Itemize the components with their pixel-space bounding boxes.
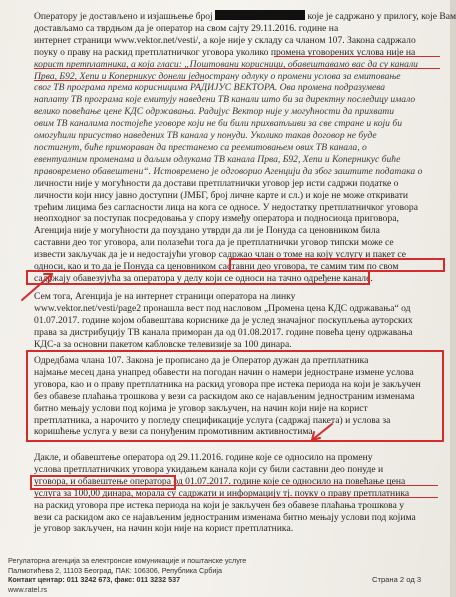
redacted-number — [215, 10, 305, 20]
para1-line: свог ТВ програма према корисницима РАДИЈУС ВЕКТОРА. Ова промена подразумева — [34, 82, 386, 94]
para1-line: постигнут, биће примораван да престанемо са реемитовањем ових ТВ канала, о — [34, 141, 367, 153]
annotation-box-price — [30, 475, 176, 490]
para2-line: права за дистрибуцију ТВ канала приморан да од 01.08.2017. године повећа цену одржавања — [34, 326, 413, 338]
annotation-underline-3 — [34, 80, 204, 81]
para4-line: Дакле, и обавештење оператора од 29.11.2016. године које се односило на промену — [34, 452, 373, 463]
para1-line: Прва, Б92, Хепи и Коперникус донели једнострану одлуку о промени услова за емитовање — [34, 70, 401, 82]
para1-line: велико повећање цене КДС одржавања. Радијус Вектор није у могућности да прихвати — [34, 106, 394, 118]
footer-line-contact: Контакт центар: 011 3242 673, факс: 011 3232 537 — [8, 575, 181, 585]
paragraph-conclusion — [34, 452, 436, 535]
para1-line: правовремено обавештени“. Истовремено је одговорио Агенцији да због заштите података о — [34, 165, 423, 177]
para4-line: вези са раскидом ако се најављеним једностраним изменама битно мењају услови под којима — [34, 511, 416, 523]
para1-line: интернет страници www.vektor.net/vesti/, а које није у складу са чланом 107. Закона садржало — [34, 34, 416, 46]
paragraph-price-change-2017 — [34, 291, 436, 351]
annotation-underline-5 — [34, 497, 438, 498]
footer-line-website: www.ratel.rs — [8, 584, 48, 594]
para1-line: неопходног за поступак посредовања у спору између оператора и подносиоца приговора, — [34, 213, 399, 225]
para2-line: Сем тога, Агенција је на интернет страници оператора на линку — [34, 291, 296, 302]
footer-line-address: Палмотићева 2, 11103 Београд, ПАК: 106306, Република Србија — [8, 565, 222, 575]
para1-line: достављамо са тврдњом да је оператор на свом сајту 29.11.2016. године на — [34, 22, 339, 34]
footer-contact — [8, 556, 308, 594]
para1-line: омогућили присуство наведених ТВ канала у понуди. Уколико такав договор не буде — [34, 130, 377, 142]
annotation-underline-1 — [274, 56, 440, 57]
para1-line: наплату ТВ програма које емитују наведени ТВ канали што би за директну последицу имало — [34, 94, 416, 106]
annotation-underline-2 — [34, 68, 440, 69]
para1-line: евентуалним променама и даљим одлукама ТВ канала Прва, Б92, Хепи и Коперникус биће — [34, 153, 401, 165]
para1-line: личности који нису јавно доступни (ЈМБГ, број личне карте и сл.) и које не може откривати — [34, 189, 409, 201]
footer-line-agency: Регулаторна агенција за електронске комуникације и поштанске услуге — [8, 556, 247, 565]
para1-line: овим ТВ каналима постојеће уговоре који не би били прихватљиви за све стране и који би — [34, 118, 402, 130]
para1-line: садржају обавезујућа за оператора у делу који се односи на тачно одређене канале. — [34, 272, 373, 284]
para3-line: без обавезе плаћања трошкова у вези са раскидом ако се најављеним једностраним изменама — [34, 390, 415, 402]
para4-line: уговора, и обавештење оператора од 01.07.2017. године које се односило на повећање цена — [34, 475, 406, 487]
para2-line: КДС-а за основни пакетом кабловске телевизије за 100 динара. — [34, 338, 292, 350]
page-number: Страна 2 од 3 — [372, 575, 422, 584]
para2-line: 01.07.2017. године којом обавештава кориснике да је услед значајног поскупљења ауторских — [34, 314, 413, 326]
para3-line: уговора, као и о праву претплатника на раскид уговора пре истека периода на који је закључен — [34, 378, 421, 390]
paragraph-notice-2016 — [34, 10, 456, 285]
para3-line: претплатника, а нарочито у погледу спецификације услуга (садржај пакета) и услова за — [34, 414, 391, 426]
para3-line: најмање месец дана унапред обавести на погодан начин о намери једностране измене услова — [34, 366, 414, 378]
para4-line: услова претплатничких уговора укидањем канала који су били саставни део понуде и — [34, 463, 384, 475]
para1-line: корист претплатника, а која гласи: „Поштовани корисници, обавештавамо вас да су канали — [34, 58, 418, 70]
para3-line: коришћење услуга у вези са понуђеним промотивним активностима. — [34, 426, 316, 438]
para2-line: www.vektor.net/vesti/page2 пронашла вест под насловом „Промена цена КДС одржавања“ од — [34, 302, 411, 314]
para1-line: односи, као и то да је Понуда са ценовником саставни део уговора, те самим тим по свом — [34, 261, 399, 273]
para1-line: Агенција није у могућности да поуздано утврди да ли је Понуда са ценовником била — [34, 225, 380, 237]
para1-line: личности није у могућности да достави претплатнички уговор јер исти садржи податке о — [34, 177, 399, 189]
annotation-box-channels-2 — [26, 270, 370, 285]
para4-line: услуга за 100,00 динара, морала су садржати и информацију тј. поуку о праву претплатника — [34, 487, 410, 499]
para3-line: Одредбама члана 107. Закона је прописано да је Оператор дужан да претплатника — [34, 355, 369, 366]
para1-line: саставни део тог уговора, али полазећи тога да је претплатнички уговор типски може се — [34, 237, 394, 249]
para1-line: извести закључак да је и недостајући уговор садржао члан о томе на коју услугу и пакет се — [34, 249, 407, 261]
para1-line: поуку о праву на раскид претплатничког уговора уколико промена уговорених услова није на — [34, 46, 416, 58]
para4-line: је уговор закључен, на начин који није на корист претплатника. — [34, 523, 294, 535]
para1-line: Оператору је достављено и изјашњење број које је садржано у прилогу, које Вам — [34, 11, 456, 22]
para3-line: битно мењају услови под којима је уговор закључен, на начин који није на корист — [34, 402, 368, 414]
para1-line: трећим лицима без сагласности лица на кога се односе. У недостатку претплатничког уговора — [34, 201, 418, 213]
para4-line: на раскид уговора пре истека периода на који је закључен без обавезе плаћања трошкова у — [34, 499, 405, 511]
annotation-box-article-107 — [26, 350, 444, 442]
